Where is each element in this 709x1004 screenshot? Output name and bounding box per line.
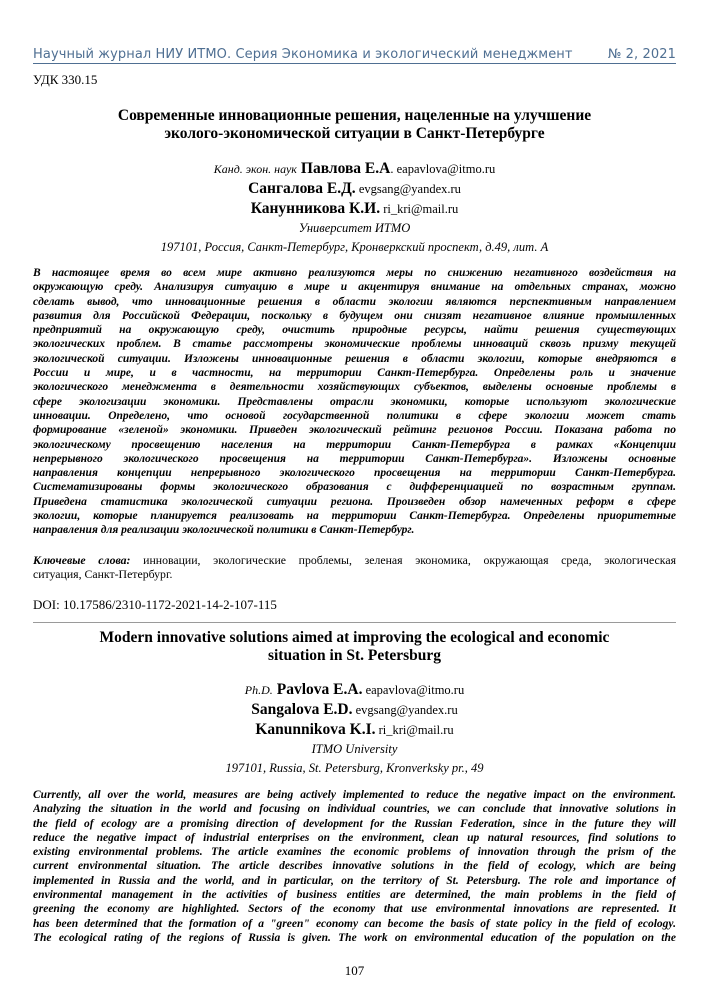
abstract-line: Analyzing the situation in the world and focusing on individual countries, we can conclude that innovative solutions in xyxy=(33,803,676,816)
abstract-line: экологических проблем. В статье рассмотрены экономические проблемы инноваций сквозь призму текущей xyxy=(33,338,676,351)
keywords-line xyxy=(33,553,676,567)
running-header xyxy=(33,42,676,62)
affiliation: ITMO University xyxy=(311,742,398,756)
author-name: Pavlova E.A. xyxy=(276,681,363,698)
abstract-line: экологического менеджмента в деятельности хозяйствующих субъектов, выделены основные проблемы в xyxy=(33,381,676,394)
abstract-line: инновации. Определено, что основой государственной политики в сфере экологии может стать xyxy=(33,409,676,422)
abstract-line: направления для реализации экологической политики в Санкт-Петербург. xyxy=(33,524,415,537)
address: 197101, Russia, St. Petersburg, Kronverksky pr., 49 xyxy=(225,761,484,775)
title-line: Современные инновационные решения, нацеленные на улучшение xyxy=(117,107,592,124)
author-name: Павлова Е.А xyxy=(300,160,391,177)
abstract-line: формирование «зеленой» экономики. Приведен экологический рейтинг регионов России. Показана работа по xyxy=(33,424,676,437)
abstract-line: сфере экологизации экономики. Представлены отрасли экономики, которые используют экологические xyxy=(33,395,676,408)
keywords-line: ситуация, Санкт-Петербург. xyxy=(33,567,173,582)
section-divider xyxy=(33,622,676,623)
author-degree: Ph.D. xyxy=(244,683,273,697)
abstract-line: greening the economy are highlighted. Sectors of the economy that use environmental innovations are represented. It xyxy=(33,903,676,916)
affiliation: Университет ИТМО xyxy=(298,221,411,235)
author-name: Сангалова Е.Д. xyxy=(248,180,356,197)
title-line: situation in St. Petersburg xyxy=(267,647,442,664)
abstract-line: implemented in Russia and the world, and in particular, on the territory of St. Petersburg. The role and importance of xyxy=(33,874,676,887)
author-email: . eapavlova@itmo.ru xyxy=(390,162,496,176)
author-row xyxy=(33,199,676,219)
abstract-line: направления концепции непрерывного экологического просвещения на территории Санкт-Петербурга. xyxy=(33,467,676,480)
abstract-line: environmental management in the activities of business entities are determined, the main problems in the field of xyxy=(33,889,676,902)
author-email: evgsang@yandex.ru xyxy=(352,703,458,717)
issue-number: № 2, 2021 xyxy=(607,47,676,62)
title-ru xyxy=(33,107,676,143)
authors-en xyxy=(33,680,676,778)
abstract-line: the field of ecology are a promising direction of development for the Russian Federation, since in the future they will xyxy=(33,817,676,830)
abstract-line: existing environmental problems. The article examines the economic problems of innovation through the prism of the xyxy=(33,846,676,859)
abstract-line: России и мире, и в частности, на территории Санкт-Петербурга. Определены роль и значение xyxy=(33,367,676,380)
title-line: эколого-экономической ситуации в Санкт-Петербурге xyxy=(164,125,545,142)
abstract-line: Приведена статистика экологической ситуации региона. Произведен обзор намеченных реформ в сфере xyxy=(33,495,676,508)
abstract-en xyxy=(33,788,676,945)
page-number: 107 xyxy=(344,963,365,978)
doi: DOI: 10.17586/2310-1172-2021-14-2-107-115 xyxy=(33,597,277,612)
abstract-line: has been determined that the formation of a "green" economy can become the basis of state policy in the field of ecology. xyxy=(33,917,676,930)
author-row xyxy=(33,680,676,700)
authors-ru xyxy=(33,159,676,257)
author-email: eapavlova@itmo.ru xyxy=(362,683,465,697)
abstract-line: окружающую среду. Анализируя ситуацию в мире и акцентируя внимание на отдельных странах, можно xyxy=(33,281,676,294)
abstract-line: сделать вывод, что инновационные решения в области экологии являются перспективным направлением xyxy=(33,295,676,308)
abstract-line: current environmental situation. The article describes innovative solutions in the field of ecology, which are being xyxy=(33,860,676,873)
abstract-line: The ecological rating of the regions of Russia is given. The work on environmental education of the population on the xyxy=(33,931,676,944)
title-line: Modern innovative solutions aimed at improving the ecological and economic xyxy=(99,629,610,646)
abstract-line: развития для Российской Федерации, поскольку в будущем они снизят негативное влияние промышленных xyxy=(33,309,676,322)
abstract-line: Currently, all over the world, measures are being actively implemented to reduce the negative impact on the environment. xyxy=(33,789,676,801)
keywords-text: инновации, экологические проблемы, зеленая экономика, окружающая среда, экологическая xyxy=(130,553,676,567)
title-en xyxy=(33,629,676,665)
abstract-line: экологическому просвещению населения на территории Санкт-Петербурга в рамках «Концепции xyxy=(33,438,676,451)
abstract-line: reduce the negative impact of industrial enterprises on the environment, clean up natural resources, find solutions to xyxy=(33,831,676,844)
author-email: ri_kri@mail.ru xyxy=(375,723,454,737)
author-row xyxy=(33,179,676,199)
abstract-line: экологии, которые планируется реализовать на территории Санкт-Петербурга. Определены приоритетные xyxy=(33,510,676,523)
author-degree: Канд. экон. наук xyxy=(213,162,297,176)
author-name: Kanunnikova K.I. xyxy=(255,721,376,738)
keywords-label: Ключевые слова: xyxy=(33,553,131,567)
author-email: ri_kri@mail.ru xyxy=(380,202,459,216)
udk-code: УДК 330.15 xyxy=(33,72,98,87)
author-name: Sangalova E.D. xyxy=(251,701,353,718)
author-row xyxy=(33,159,676,179)
journal-name: Научный журнал НИУ ИТМО. Серия Экономика и экологический менеджмент xyxy=(33,47,573,62)
author-row xyxy=(33,700,676,720)
abstract-line: Систематизированы формы экологического образования с дифференциацией по возрастным группам. xyxy=(33,481,676,494)
abstract-ru xyxy=(33,266,676,538)
address: 197101, Россия, Санкт-Петербург, Кронверкский проспект, д.49, лит. А xyxy=(160,240,549,254)
author-name: Канунникова К.И. xyxy=(250,200,381,217)
keywords-ru xyxy=(33,553,676,582)
abstract-line: непрерывного экологического просвещения на территории Санкт-Петербурга». Изложены основные xyxy=(33,452,676,465)
author-row xyxy=(33,720,676,740)
abstract-line: предприятий на окружающую среду, очистить природные ресурсы, найти решения существующих xyxy=(33,324,676,337)
author-email: evgsang@yandex.ru xyxy=(355,182,461,196)
abstract-line: В настоящее время во всем мире активно реализуются меры по снижению негативного воздействия на xyxy=(33,267,676,279)
header-rule xyxy=(33,63,676,64)
abstract-line: экологической ситуации. Изложены инновационные решения в области экологии, которые внедряются в xyxy=(33,352,676,365)
